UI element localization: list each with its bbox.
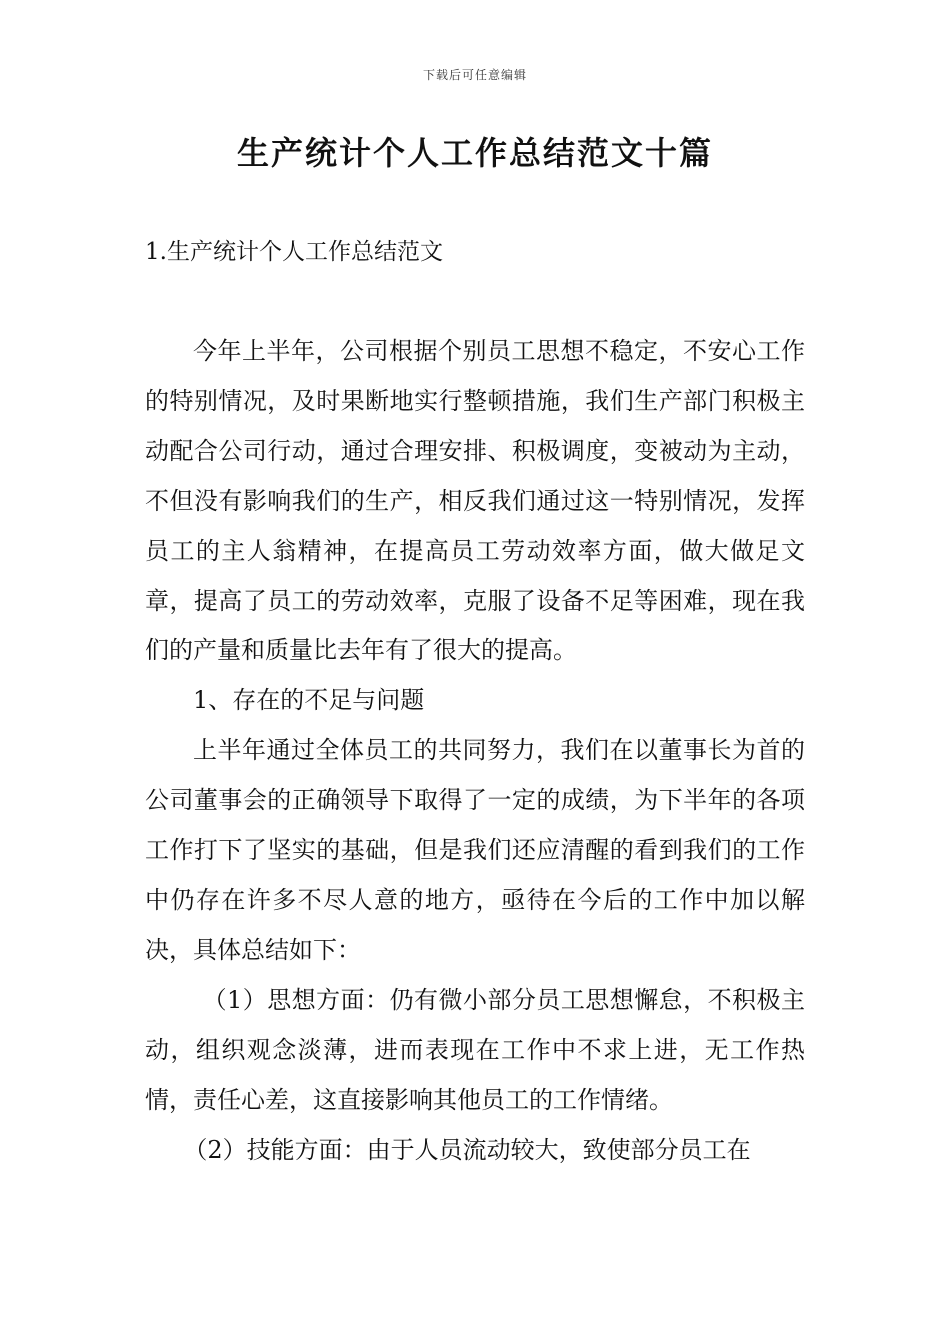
document-body	[145, 327, 805, 1175]
paragraph-summary: 上半年通过全体员工的共同努力，我们在以董事长为首的公司董事会的正确领导下取得了一定的成绩，为下半年的各项工作打下了坚实的基础，但是我们还应清醒的看到我们的工作中仍存在许多不尽人意的地方，亟待在今后的工作中加以解决，具体总结如下：	[145, 736, 805, 964]
document-title: 生产统计个人工作总结范文十篇	[236, 134, 713, 172]
paragraph-intro: 今年上半年，公司根据个别员工思想不稳定，不安心工作的特别情况，及时果断地实行整顿措施，我们生产部门积极主动配合公司行动，通过合理安排、积极调度，变被动为主动，不但没有影响我们的生产，相反我们通过这一特别情况，发挥员工的主人翁精神，在提高员工劳动效率方面，做大做足文章，提高了员工的劳动效率，克服了设备不足等困难，现在我们的产量和质量比去年有了很大的提高。	[145, 337, 805, 665]
paragraph-ideology: （1）思想方面：仍有微小部分员工思想懈怠，不积极主动，组织观念淡薄，进而表现在工作中不求上进，无工作热情，责任心差，这直接影响其他员工的工作情绪。	[145, 985, 805, 1114]
subheading-shortcomings: 1、存在的不足与问题	[193, 686, 425, 715]
section-heading: 1.生产统计个人工作总结范文	[145, 239, 443, 265]
paragraph-skills: （2）技能方面：由于人员流动较大，致使部分员工在	[183, 1135, 751, 1164]
header-note: 下载后可任意编辑	[422, 68, 527, 82]
